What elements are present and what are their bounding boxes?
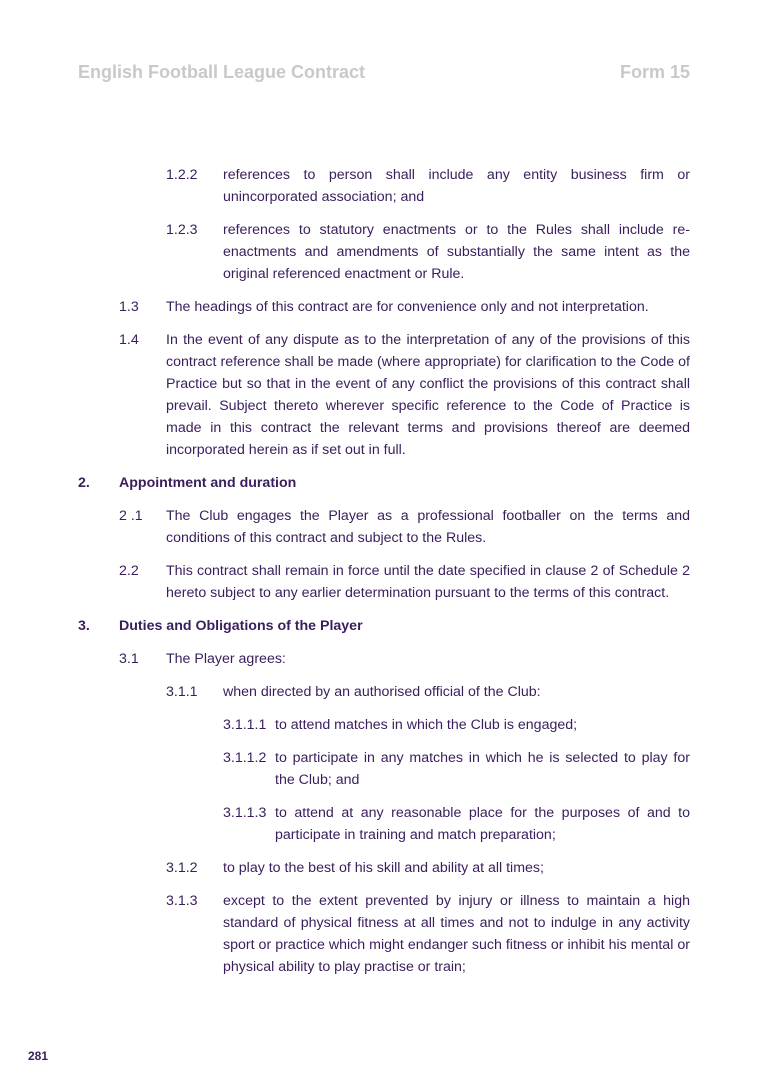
clause-text: references to person shall include any entity business firm or unincorporated association; and	[223, 167, 690, 205]
page-header	[78, 62, 690, 86]
clause-3-1-3	[166, 890, 690, 978]
clause-number: 3.1.1	[166, 684, 198, 700]
clause-1-3	[119, 296, 690, 318]
clause-text: when directed by an authorised official of the Club:	[223, 684, 541, 700]
clause-number: 1.2.2	[166, 167, 198, 183]
clause-text: to participate in any matches in which he is selected to play for the Club; and	[275, 750, 690, 788]
clause-number: 3.1.1.1	[223, 717, 267, 733]
page-number: 281	[28, 1049, 49, 1063]
clause-number: 2.2	[119, 563, 139, 579]
clause-number: 1.4	[119, 332, 139, 348]
clause-number: 3.1.1.3	[223, 805, 267, 821]
clause-number: 1.3	[119, 299, 139, 315]
clause-text: This contract shall remain in force until the date specified in clause 2 of Schedule 2 hereto subject to any earlier determination pursuant to the terms of this contract.	[166, 563, 690, 601]
section-title: Duties and Obligations of the Player	[119, 618, 363, 634]
clause-3-1-1-2	[223, 747, 690, 791]
clause-number: 3.1.3	[166, 893, 198, 909]
form-number: Form 15	[619, 62, 690, 82]
section-3-heading	[78, 615, 690, 637]
document-body	[0, 164, 767, 989]
clause-1-2-3	[166, 219, 690, 285]
section-2-heading	[78, 472, 690, 494]
clause-2-2	[119, 560, 690, 604]
section-number: 2.	[78, 475, 90, 491]
clause-number: 3.1	[119, 651, 139, 667]
document-title: English Football League Contract	[78, 62, 366, 82]
clause-2-1	[119, 505, 690, 549]
clause-text: to attend matches in which the Club is engaged;	[275, 717, 578, 733]
clause-text: In the event of any dispute as to the interpretation of any of the provisions of this contract reference shall be made (where appropriate) for clarification to the Code of Practice but so that in the event of any conflict the provisions of this contract shall prevail. Subject thereto wherever specific reference to the Code of Practice is made in this contract the relevant terms and provisions thereof are deemed incorporated herein as if set out in full.	[166, 332, 690, 458]
clause-number: 1.2.3	[166, 222, 198, 238]
clause-text: except to the extent prevented by injury or illness to maintain a high standard of physical fitness at all times and not to indulge in any activity sport or practice which might endanger such fitness or inhibit his mental or physical ability to play practise or train;	[223, 893, 690, 975]
clause-text: references to statutory enactments or to the Rules shall include re-enactments and amendments of substantially the same intent as the original referenced enactment or Rule.	[223, 222, 690, 282]
clause-number: 3.1.1.2	[223, 750, 267, 766]
clause-text: The Player agrees:	[166, 651, 286, 667]
clause-1-4	[119, 329, 690, 461]
clause-number: 3.1.2	[166, 860, 198, 876]
clause-text: to play to the best of his skill and ability at all times;	[223, 860, 544, 876]
clause-3-1-1-1	[223, 714, 690, 736]
clause-1-2-2	[166, 164, 690, 208]
clause-text: The Club engages the Player as a professional footballer on the terms and conditions of this contract and subject to the Rules.	[166, 508, 690, 546]
clause-3-1-1	[166, 681, 690, 703]
clause-number: 2 .1	[119, 508, 143, 524]
section-number: 3.	[78, 618, 90, 634]
clause-text: The headings of this contract are for convenience only and not interpretation.	[166, 299, 649, 315]
clause-3-1-1-3	[223, 802, 690, 846]
section-title: Appointment and duration	[119, 475, 297, 491]
clause-3-1-2	[166, 857, 690, 879]
clause-3-1	[119, 648, 690, 670]
clause-text: to attend at any reasonable place for the purposes of and to participate in training and match preparation;	[275, 805, 690, 843]
